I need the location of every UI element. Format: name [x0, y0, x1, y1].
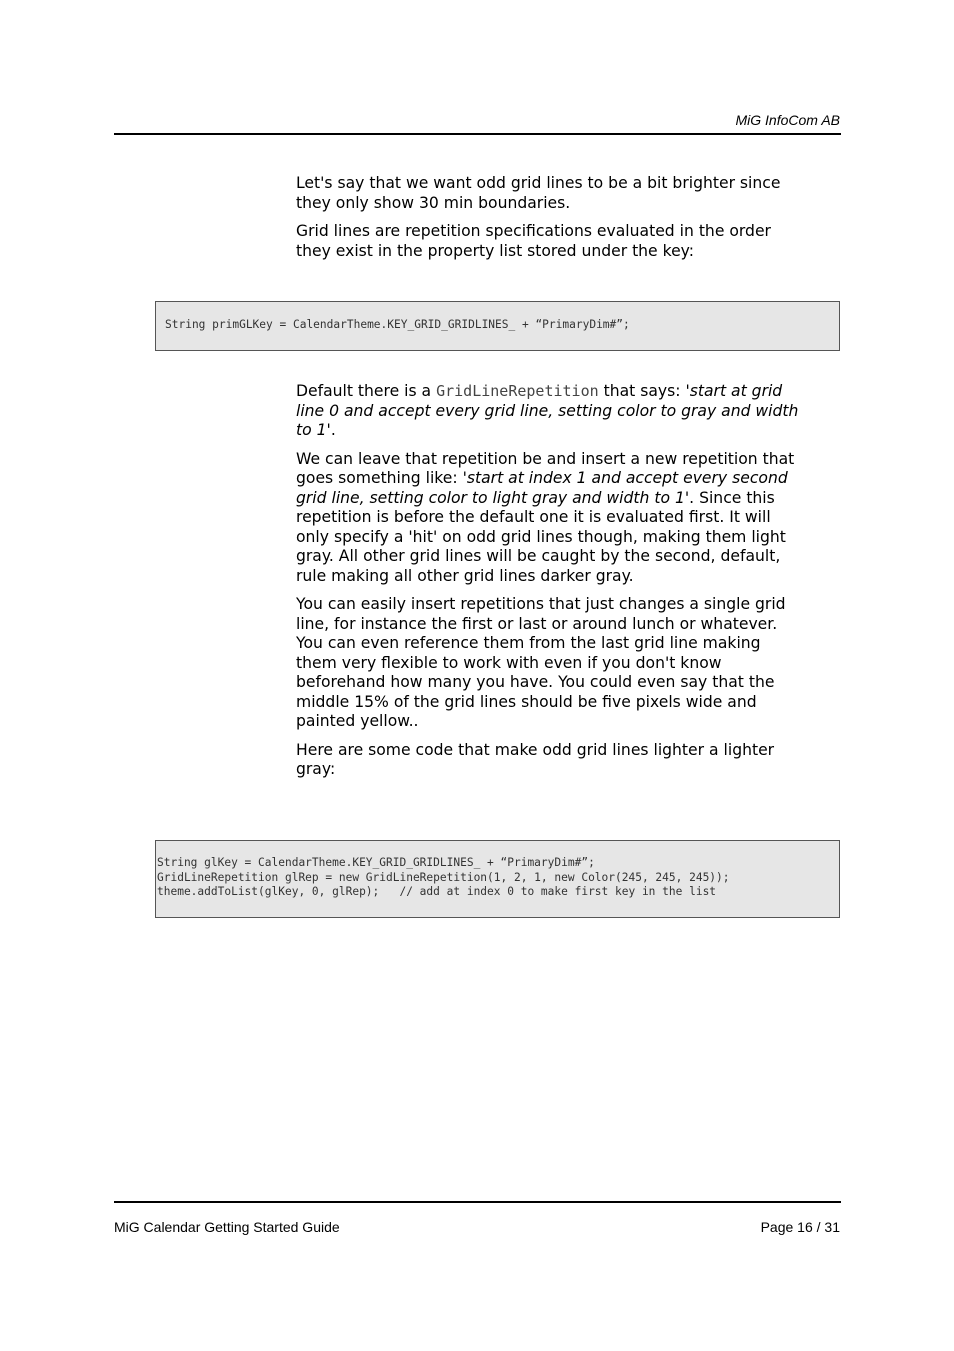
paragraph: Let's say that we want odd grid lines to be a bit brighter since they only show 30 min boundaries. — [296, 174, 781, 212]
intro-section — [296, 174, 801, 270]
code-line: String glKey = CalendarTheme.KEY_GRID_GRIDLINES_ + “PrimaryDim#”; — [157, 856, 595, 869]
code-line: String primGLKey = CalendarTheme.KEY_GRID_GRIDLINES_ + “PrimaryDim#”; — [165, 318, 630, 331]
code-block — [155, 840, 840, 918]
code-line: GridLineRepetition glRep = new GridLineRepetition(1, 2, 1, new Color(245, 245, 245)); — [157, 870, 730, 884]
paragraph: Grid lines are repetition specifications evaluated in the order they exist in the property list stored under the key: — [296, 222, 771, 260]
inline-code: GridLineRepetition — [436, 382, 599, 400]
explanation-section — [296, 382, 801, 789]
emphasis: start at index 1 and accept every second grid line, setting color to light gray and width to 1 — [296, 469, 788, 507]
emphasis: start at grid line 0 and accept every grid line, setting color to gray and width to 1 — [296, 382, 799, 439]
text-span: that says: ' — [598, 382, 690, 400]
text-span: '. — [326, 421, 336, 439]
paragraph: You can easily insert repetitions that just changes a single grid line, for instance the first or last or around lunch or whatever. You can even reference them from the last grid line making them very flexible to work with even if you don't know beforehand how many you have. You could even say that the middle 15% of the grid lines should be five pixels wide and painted yellow.. — [296, 595, 786, 730]
paragraph: Here are some code that make odd grid lines lighter a lighter gray: — [296, 740, 775, 778]
code-line: theme.addToList(glKey, 0, glRep); // add at index 0 to make first key in the list — [157, 885, 717, 899]
text-span: Default there is a — [296, 382, 437, 400]
header-company: MiG InfoCom AB — [735, 112, 840, 128]
text-span: We can leave that repetition be and insert a new repetition that goes something like: ' — [296, 449, 795, 487]
page-number: Page 16 / 31 — [760, 1219, 840, 1235]
header-rule — [114, 133, 841, 135]
footer-rule — [114, 1201, 841, 1203]
footer-title: MiG Calendar Getting Started Guide — [114, 1219, 340, 1235]
code-block — [155, 301, 840, 351]
text-span: '. Since this repetition is before the default one it is evaluated first. It will only specify a 'hit' on odd grid lines though, making them light gray. All other grid lines will be caught by the second, default, rule making all other grid lines darker gray. — [296, 488, 786, 585]
paragraph — [296, 450, 801, 587]
paragraph — [296, 382, 801, 441]
